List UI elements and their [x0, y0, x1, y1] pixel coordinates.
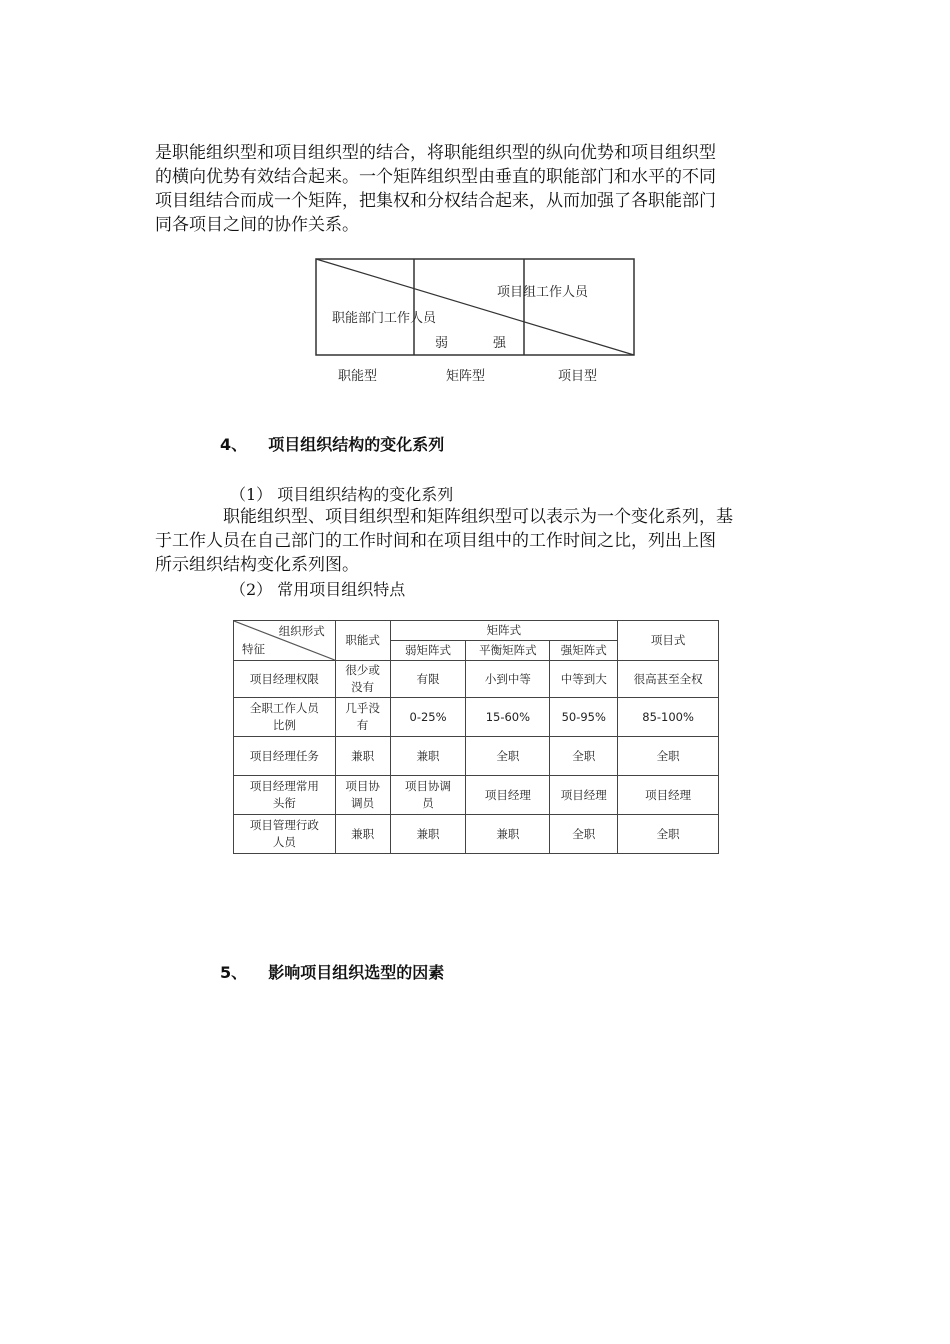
weak-matrix-header: 弱矩阵式: [390, 641, 466, 661]
diagram-diagonal: [316, 259, 634, 355]
table-cell-weak: [390, 661, 466, 698]
cell-line: 全职: [496, 748, 520, 763]
body-line: 所示组织结构变化系列图。: [155, 555, 359, 575]
section-4-number: 4、: [220, 435, 248, 454]
intro-line: 是职能组织型和项目组织型的结合，将职能组织型的纵向优势和项目组织型: [155, 143, 716, 163]
project-staff-label: 项目组工作人员: [497, 285, 589, 300]
table-cell-functional: [335, 737, 390, 776]
section-5-title: 影响项目组织选型的因素: [268, 963, 445, 982]
table-cell-project: [618, 737, 719, 776]
organization-features-table: [233, 620, 719, 854]
table-cell-feature: [234, 737, 336, 776]
cell-line: 50-95%: [561, 709, 606, 724]
cell-line: 全职: [572, 826, 596, 841]
matrix-diagram: [313, 256, 635, 388]
matrix-diagram-svg: [313, 256, 635, 388]
cell-line: 项目协调: [405, 779, 452, 793]
cell-line: 项目经理权限: [249, 671, 319, 686]
cell-line: 85-100%: [642, 709, 694, 724]
section-5-number: 5、: [220, 963, 248, 982]
body-line: 职能组织型、项目组织型和矩阵组织型可以表示为一个变化系列，基: [223, 507, 733, 527]
cell-line: 项目协: [345, 779, 380, 793]
cell-line: 有限: [416, 671, 440, 686]
table-cell-feature: [234, 661, 336, 698]
table-cell-functional: [335, 698, 390, 737]
cell-line: 全职: [572, 748, 596, 763]
table-row: [234, 815, 719, 854]
subsection-2: （2） 常用项目组织特点: [230, 580, 406, 599]
cell-line: 项目经理: [484, 787, 531, 802]
functional-staff-label: 职能部门工作人员: [332, 311, 437, 326]
section-4-heading: [220, 432, 444, 455]
weak-label: 弱: [435, 336, 449, 351]
cell-line: 全职: [656, 826, 680, 841]
cell-line: 小到中等: [484, 671, 531, 686]
corner-bottom-label: 特征: [242, 642, 265, 656]
cell-line: 几乎没: [345, 701, 380, 715]
table-cell-weak: [390, 815, 466, 854]
cell-line: 兼职: [496, 826, 520, 841]
table-cell-feature: [234, 815, 336, 854]
table-cell-balanced: [466, 737, 550, 776]
table-body: [234, 661, 719, 854]
cell-line: 很少或: [345, 663, 380, 677]
table-cell-strong: [550, 661, 618, 698]
intro-line: 同各项目之间的协作关系。: [155, 215, 359, 235]
cell-line: 全职: [656, 748, 680, 763]
table-cell-strong: [550, 776, 618, 815]
body-line: 于工作人员在自己部门的工作时间和在项目组中的工作时间之比，列出上图: [155, 531, 716, 551]
table-cell-feature: [234, 698, 336, 737]
balanced-matrix-header: 平衡矩阵式: [466, 641, 550, 661]
table-cell-feature: [234, 776, 336, 815]
intro-line: 项目组结合而成一个矩阵，把集权和分权结合起来，从而加强了各职能部门: [155, 191, 716, 211]
project-header: 项目式: [618, 621, 719, 661]
table-cell-project: [618, 698, 719, 737]
table-cell-project: [618, 661, 719, 698]
table-cell-weak: [390, 776, 466, 815]
table-cell-functional: [335, 776, 390, 815]
functional-type-label: 职能型: [338, 369, 378, 384]
cell-line: 很高甚至全权: [633, 671, 703, 686]
intro-line: 的横向优势有效结合起来。一个矩阵组织型由垂直的职能部门和水平的不同: [155, 167, 716, 187]
cell-line: 15-60%: [485, 709, 531, 724]
project-type-label: 项目型: [558, 369, 598, 384]
section-4-title: 项目组织结构的变化系列: [268, 435, 445, 454]
cell-line: 比例: [272, 718, 296, 732]
cell-line: 兼职: [416, 826, 440, 841]
table-cell-balanced: [466, 815, 550, 854]
table-cell-strong: [550, 698, 618, 737]
section-5-heading: [220, 960, 444, 983]
table-row: [234, 661, 719, 698]
cell-line: 有: [356, 718, 369, 732]
table-cell-strong: [550, 815, 618, 854]
matrix-type-label: 矩阵型: [446, 369, 486, 384]
strong-label: 强: [493, 336, 507, 351]
cell-line: 人员: [272, 835, 296, 849]
table-cell-functional: [335, 815, 390, 854]
table-cell-project: [618, 815, 719, 854]
table-cell-weak: [390, 737, 466, 776]
table-cell-weak: [390, 698, 466, 737]
table-header-row: [234, 621, 719, 641]
cell-line: 兼职: [416, 748, 440, 763]
cell-line: 兼职: [351, 826, 375, 841]
strong-matrix-header: 强矩阵式: [550, 641, 618, 661]
cell-line: 项目管理行政: [249, 818, 319, 832]
cell-line: 调员: [351, 796, 375, 810]
cell-line: 项目经理: [645, 787, 692, 802]
subsection-1: （1） 项目组织结构的变化系列: [230, 485, 454, 504]
table-row: [234, 776, 719, 815]
table-cell-strong: [550, 737, 618, 776]
cell-line: 没有: [351, 680, 375, 694]
table-cell-balanced: [466, 698, 550, 737]
cell-line: 员: [422, 796, 434, 810]
cell-line: 中等到大: [560, 671, 607, 686]
functional-header: 职能式: [335, 621, 390, 661]
cell-line: 兼职: [351, 748, 375, 763]
cell-line: 0-25%: [409, 709, 447, 724]
cell-line: 头衔: [272, 796, 296, 810]
matrix-header: 矩阵式: [390, 621, 618, 641]
cell-line: 项目经理: [560, 787, 607, 802]
table-cell-project: [618, 776, 719, 815]
table-row: [234, 698, 719, 737]
section-4-body: [155, 505, 795, 577]
intro-paragraph: [155, 141, 795, 237]
cell-line: 项目经理常用: [249, 779, 319, 793]
table-cell-balanced: [466, 661, 550, 698]
corner-top-label: 组织形式: [278, 624, 325, 638]
table-cell-functional: [335, 661, 390, 698]
table-row: [234, 737, 719, 776]
cell-line: 全职工作人员: [249, 701, 319, 715]
table-cell-balanced: [466, 776, 550, 815]
corner-header-cell: [234, 621, 336, 661]
cell-line: 项目经理任务: [249, 748, 319, 763]
